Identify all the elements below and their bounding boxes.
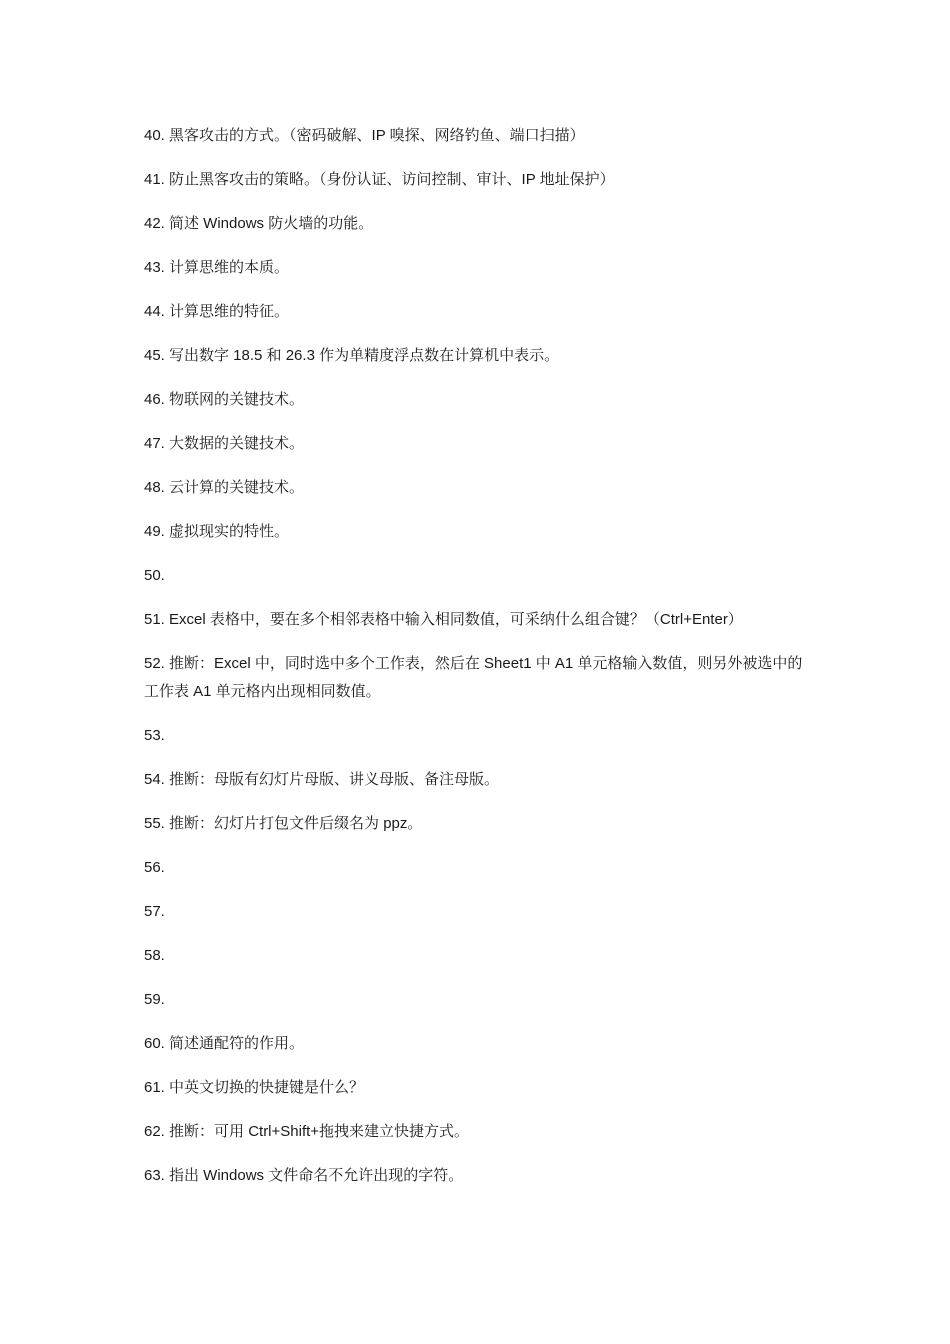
question-item: 45. 写出数字 18.5 和 26.3 作为单精度浮点数在计算机中表示。 xyxy=(144,347,560,364)
question-item: 42. 简述 Windows 防火墙的功能。 xyxy=(144,215,374,232)
question-item: 48. 云计算的关键技术。 xyxy=(144,479,305,496)
question-item: 46. 物联网的关键技术。 xyxy=(144,391,305,408)
question-item: 56. xyxy=(144,859,165,876)
question-item: 58. xyxy=(144,947,165,964)
question-item: 43. 计算思维的本质。 xyxy=(144,259,290,276)
question-item: 40. 黑客攻击的方式。（密码破解、IP 嗅探、网络钓鱼、端口扫描） xyxy=(144,127,585,144)
question-item: 49. 虚拟现实的特性。 xyxy=(144,523,290,540)
question-item: 55. 推断：幻灯片打包文件后缀名为 ppz。 xyxy=(144,815,423,832)
question-item: 59. xyxy=(144,991,165,1008)
question-item: 62. 推断：可用 Ctrl+Shift+拖拽来建立快捷方式。 xyxy=(144,1123,470,1140)
question-item: 60. 简述通配符的作用。 xyxy=(144,1035,305,1052)
question-item: 41. 防止黑客攻击的策略。（身份认证、访问控制、审计、IP 地址保护） xyxy=(144,171,615,188)
question-item: 52. 推断：Excel 中，同时选中多个工作表，然后在 Sheet1 中 A1 单元格输入数值，则另外被选中的工作表 A1 单元格内出现相同数值。 xyxy=(144,655,803,700)
question-item: 63. 指出 Windows 文件命名不允许出现的字符。 xyxy=(144,1167,464,1184)
question-item: 47. 大数据的关键技术。 xyxy=(144,435,305,452)
question-item: 61. 中英文切换的快捷键是什么？ xyxy=(144,1079,365,1096)
question-item: 53. xyxy=(144,727,165,744)
question-item: 57. xyxy=(144,903,165,920)
question-item: 50. xyxy=(144,567,165,584)
question-item: 54. 推断：母版有幻灯片母版、讲义母版、备注母版。 xyxy=(144,771,500,788)
question-item: 51. Excel 表格中，要在多个相邻表格中输入相同数值，可采纳什么组合键？（Ctrl+Enter） xyxy=(144,611,743,628)
question-list xyxy=(144,122,812,1206)
question-item: 44. 计算思维的特征。 xyxy=(144,303,290,320)
